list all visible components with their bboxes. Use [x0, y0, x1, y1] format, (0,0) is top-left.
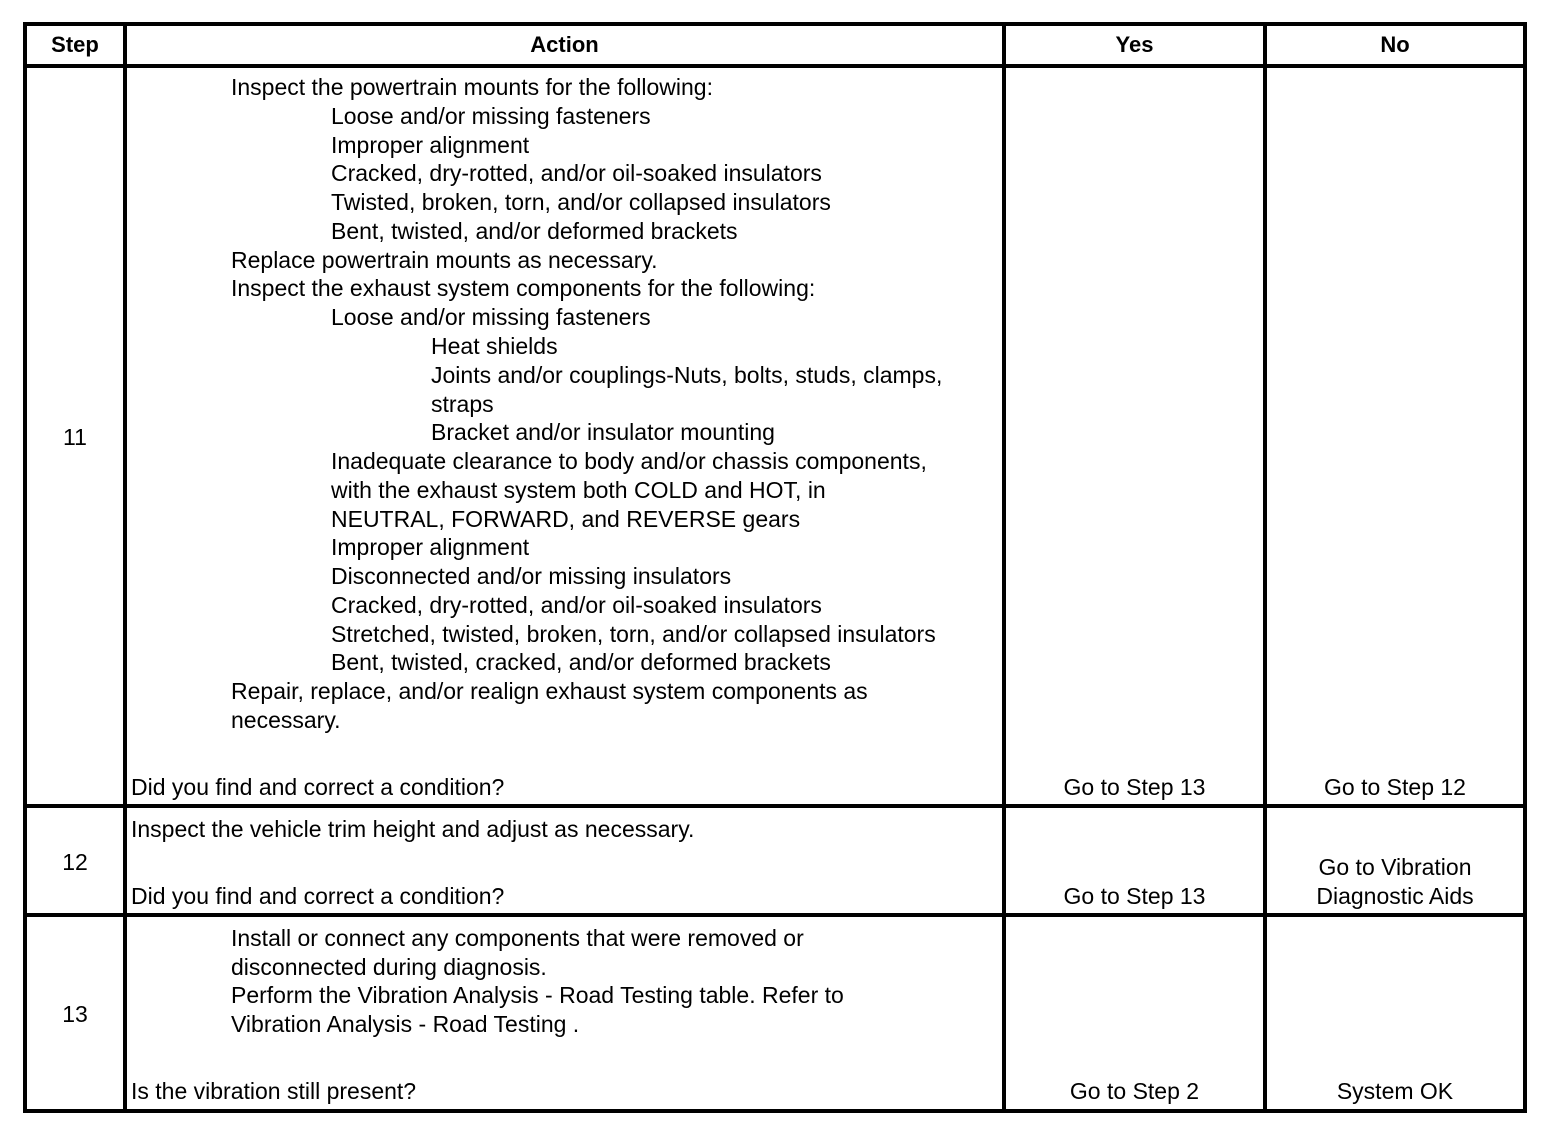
table-border-left	[23, 22, 27, 1113]
action-line: Inspect the exhaust system components for the following:	[231, 275, 816, 301]
action-line: Inspect the vehicle trim height and adjust as necessary.	[131, 816, 695, 842]
action-line: Bent, twisted, cracked, and/or deformed brackets	[331, 649, 831, 675]
action-line: Improper alignment	[331, 132, 530, 158]
action-line: Perform the Vibration Analysis - Road Testing table. Refer to	[231, 982, 844, 1008]
table-border-bottom	[23, 1109, 1527, 1113]
action-line: Stretched, twisted, broken, torn, and/or collapsed insulators	[331, 621, 936, 647]
header-yes: Yes	[1115, 32, 1154, 57]
action-line: Loose and/or missing fasteners	[331, 304, 651, 330]
action-line: disconnected during diagnosis.	[231, 954, 547, 980]
yes-outcome: Go to Step 13	[1063, 774, 1206, 800]
table-border-top	[23, 22, 1527, 26]
action-line: with the exhaust system both COLD and HOT, in	[331, 477, 826, 503]
table-border-right	[1523, 22, 1527, 1113]
action-line: Inspect the powertrain mounts for the following:	[231, 74, 713, 100]
action-line: Cracked, dry-rotted, and/or oil-soaked insulators	[331, 160, 822, 186]
action-line: Inadequate clearance to body and/or chassis components,	[331, 448, 927, 474]
col-divider-yes-no	[1263, 22, 1267, 1113]
action-line: Heat shields	[431, 333, 558, 359]
action-line: Loose and/or missing fasteners	[331, 103, 651, 129]
no-outcome: Go to Step 12	[1324, 774, 1466, 800]
step-number: 12	[62, 849, 88, 875]
header-action: Action	[530, 32, 599, 57]
yes-outcome: Go to Step 13	[1063, 883, 1206, 909]
action-line: necessary.	[231, 707, 341, 733]
question-text: Did you find and correct a condition?	[131, 774, 505, 800]
action-line: Twisted, broken, torn, and/or collapsed insulators	[331, 189, 831, 215]
action-line: Install or connect any components that were removed or	[231, 925, 804, 951]
action-line: Replace powertrain mounts as necessary.	[231, 247, 658, 273]
row-divider-12-13	[23, 913, 1527, 917]
step-number: 11	[63, 424, 87, 450]
no-outcome: Diagnostic Aids	[1316, 883, 1474, 909]
action-line: Repair, replace, and/or realign exhaust system components as	[231, 678, 868, 704]
header-divider	[23, 64, 1527, 68]
question-text: Did you find and correct a condition?	[131, 883, 505, 909]
yes-outcome: Go to Step 2	[1069, 1078, 1200, 1104]
action-line: Disconnected and/or missing insulators	[331, 563, 732, 589]
action-line: NEUTRAL, FORWARD, and REVERSE gears	[331, 506, 801, 532]
step-number: 13	[62, 1001, 88, 1027]
action-line: Bracket and/or insulator mounting	[431, 419, 775, 445]
action-line: Cracked, dry-rotted, and/or oil-soaked insulators	[331, 592, 822, 618]
col-divider-action-yes	[1002, 22, 1006, 1113]
action-line: straps	[431, 391, 494, 417]
col-divider-step-action	[123, 22, 127, 1113]
action-line: Bent, twisted, and/or deformed brackets	[331, 218, 738, 244]
action-line: Joints and/or couplings-Nuts, bolts, studs, clamps,	[431, 362, 943, 388]
header-step: Step	[51, 32, 99, 57]
question-text: Is the vibration still present?	[131, 1078, 417, 1104]
action-line: Improper alignment	[331, 534, 530, 560]
no-outcome: System OK	[1336, 1078, 1454, 1104]
no-outcome: Go to Vibration	[1318, 854, 1472, 880]
header-no: No	[1380, 32, 1410, 57]
row-divider-11-12	[23, 804, 1527, 808]
action-line: Vibration Analysis - Road Testing .	[231, 1011, 580, 1037]
